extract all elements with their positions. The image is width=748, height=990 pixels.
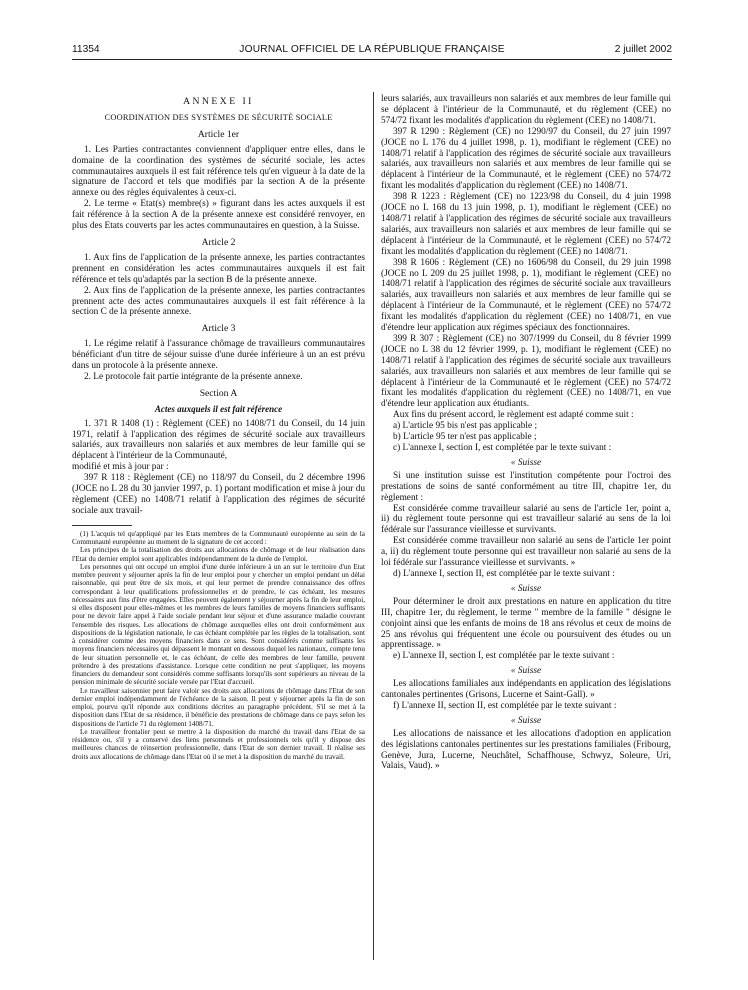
page-header <box>72 44 672 58</box>
article-2-paragraph: 1. Aux fins de l'application de la présente annexe, les parties contractantes prennent en considération les actes communautaires auxquels il est fait référence et tels qu'adaptés par la section B de la présente annexe. <box>72 252 365 285</box>
journal-title: JOURNAL OFFICIEL DE LA RÉPUBLIQUE FRANÇAISE <box>239 44 505 55</box>
body-paragraph: Pour déterminer le droit aux prestations en nature en application du titre III, chapitre 1er, du règlement, le terme " membre de la famille " désigne le conjoint ainsi que les enfants de moins de 18 ans révolus et ceux de moins de 25 ans révolus qui fréquentent une école ou poursuivent des études ou un apprentissage. » <box>381 596 671 651</box>
article-2-title: Article 2 <box>201 236 236 248</box>
regulation-entry: 398 R 1223 : Règlement (CE) no 1223/98 du Conseil, du 4 juin 1998 (JOCE no L 168 du 13 juin 1998, p. 1), modifiant le règlement (CEE) no 1408/71 relatif à l'application des régimes de sécurité sociale aux travailleurs salariés, aux travailleurs non salariés et aux membres de leur famille qui se déplacent à l'intérieur de la Communauté, et le règlement (CEE) no 574/72 fixant les modalités d'application du règlement (CEE) no 1408/71. <box>381 192 671 257</box>
issue-date: 2 juillet 2002 <box>614 44 672 55</box>
regulation-entry: 399 R 307 : Règlement (CE) no 307/1999 du Conseil, du 8 février 1999 (JOCE no L 38 du 12 février 1999, p. 1), modifiant le règlement (CEE) no 1408/71 relatif à l'application des régimes de sécurité sociale aux travailleurs salariés, aux travailleurs non salariés et aux membres de leur famille qui se déplacent à l'intérieur de la Communauté et le règlement (CEE) no 574/72 fixant les modalités d'application du règlement (CEE) no 1408/71, en vue d'étendre leur application aux étudiants. <box>381 333 671 410</box>
footnote: Les personnes qui ont occupé un emploi d'une durée inférieure à un an sur le territoire d'un Etat membre peuvent y séjourner après la fin de leur emploi pour y chercher un emploi pendant un délai raisonnable, qui peut être de six mois, et qui leur permet de prendre connaissance des offres correspondant à leur qualifications professionnelles et de prendre, le cas échéant, les mesures nécessaires aux fins d'être engagées. Elles peuvent également y séjourner après la fin de leur emploi, si elles disposent pour elles-mêmes et les membres de leurs familles de moyens financiers suffisants pour ne devoir faire appel à l'aide sociale pendant leur séjour et d'une assurance maladie couvrant l'ensemble des risques. Les allocations de chômage auxquelles elles ont droit conformément aux dispositions de la législation nationale, le cas échéant complétée par les règles de la totalisation, sont à considérer comme des moyens financiers dans ce sens. Sont considérés comme suffisants les moyens financiers nécessaires qui dépassent le montant en dessous duquel les nationaux, compte tenu de leur situation personnelle et, le cas échéant, de celle des membres de leur famille, peuvent prétendre à des prestations d'assistance. Lorsque cette condition ne peut s'appliquer, les moyens financiers du demandeur sont considérés comme suffisants lorsqu'ils sont supérieurs au niveau de la pension minimale de sécurité sociale versée par l'Etat d'accueil. <box>72 562 365 687</box>
article-1-paragraph: 2. Le terme « Etat(s) membre(s) » figurant dans les actes auxquels il est fait référence à la section A de la présente annexe est considéré renvoyer, en plus des Etats couverts par les actes communautaires en question, à la Suisse. <box>72 199 365 232</box>
list-item: a) L'article 95 bis n'est pas applicable ; <box>393 421 538 432</box>
annex-subtitle: COORDINATION DES SYSTÈMES DE SÉCURITÉ SOCIALE <box>104 112 333 122</box>
body-paragraph: Les allocations familiales aux indépendants en application des législations cantonales pertinentes (Grisons, Lucerne et Saint-Gall). » <box>381 679 671 701</box>
right-column <box>381 94 671 772</box>
footnote: (1) L'acquis tel qu'appliqué par les Etats membres de la Communauté européenne au sein de la Communauté européenne au moment de la signature de cet accord : <box>72 529 365 547</box>
body-paragraph: leurs salariés, aux travailleurs non salariés et aux membres de leur famille qui se déplacent à l'intérieur de la Communauté, et du règlement (CEE) no 574/72 fixant les modalités d'application du règlement (CEE) no 1408/71. <box>381 94 671 126</box>
body-paragraph: Les allocations de naissance et les allocations d'adoption en application des législations cantonales pertinentes sur les prestations familiales (Fribourg, Genève, Jura, Lucerne, Neuchâtel, Schaffhouse, Schwyz, Soleure, Uri, Valais, Vaud). » <box>381 728 671 772</box>
section-a-paragraph: modifié et mis à jour par : <box>72 462 169 473</box>
page-number: 11354 <box>72 44 100 55</box>
suisse-heading: « Suisse <box>510 666 542 677</box>
footnote-rule <box>72 525 132 526</box>
list-item: c) L'annexe I, section I, est complétée par le texte suivant : <box>393 443 612 453</box>
body-paragraph: Est considérée comme travailleur salarié au sens de l'article 1er, point a, ii) du règlement toute personne qui est travailleur salarié au sens de la loi fédérale sur l'assurance vieillesse et survivants. <box>381 503 671 536</box>
section-a-paragraph: 397 R 118 : Règlement (CE) no 118/97 du Conseil, du 2 décembre 1996 (JOCE no L 28 du 30 janvier 1997, p. 1) portant modification et mise à jour du règlement (CEE) no 1408/71 relatif à l'application des régimes de sécurité sociale aux travail- <box>72 473 365 516</box>
list-item: d) L'annexe I, section II, est complétée par le texte suivant : <box>393 568 615 579</box>
list-item: b) L'article 95 ter n'est pas applicable ; <box>393 432 537 443</box>
annex-title: ANNEXE II <box>183 96 254 107</box>
left-column <box>72 94 365 761</box>
article-1-title: Article 1er <box>197 128 240 140</box>
footnote: Le travailleur saisonnier peut faire valoir ses droits aux allocations de chômage dans l'Etat de son dernier emploi indépendamment de l'échéance de la saison. Il peut y séjourner après la fin de son emploi, pourvu qu'il réponde aux conditions décrites au paragraphe précédent. S'il se met à la disposition dans l'Etat de sa résidence, il bénéficie des prestations de chômage dans ce pays selon les dispositions de l'article 71 du règlement 1408/71. <box>72 686 365 728</box>
section-a-paragraph: 1. 371 R 1408 (1) : Règlement (CEE) no 1408/71 du Conseil, du 14 juin 1971, relatif à l'application des régimes de sécurité sociale aux travailleurs salariés, aux travailleurs non salariés et aux membres de leur famille qui se déplacent à l'intérieur de la Communauté, <box>72 418 365 462</box>
list-item: f) L'annexe II, section II, est complétée par le texte suivant : <box>393 700 617 711</box>
article-3-paragraph: 1. Le régime relatif à l'assurance chômage de travailleurs communautaires bénéficiant d'un titre de séjour suisse d'une durée inférieure à un an est prévu dans un protocole à la présente annexe. <box>72 339 365 372</box>
regulation-entry: 397 R 1290 : Règlement (CE) no 1290/97 du Conseil, du 27 juin 1997 (JOCE no L 176 du 4 juillet 1998, p. 1), modifiant le règlement (CEE) no 1408/71 relatif à l'application des régimes de sécurité sociale aux travailleurs salariés, aux travailleurs non salariés et aux membres de leur famille qui se déplacent à l'intérieur de la Communauté, et le règlement (CEE) no 574/72 fixant les modalités d'application du règlement (CEE) no 1408/71. <box>381 126 671 192</box>
regulation-entry: 398 R 1606 : Règlement (CE) no 1606/98 du Conseil, du 29 juin 1998 (JOCE no L 209 du 25 juillet 1998, p. 1), modifiant le règlement (CEE) no 1408/71 relatif à l'application des régimes de sécurité sociale aux travailleurs salariés, aux travailleurs non salariés et aux membres de leur famille qui se déplacent à l'intérieur de la Communauté, et le règlement (CEE) no 574/72 fixant les modalités d'application du règlement (CEE) no 1408/71, en vue d'étendre leur application aux régimes spéciaux des fonctionnaires. <box>381 257 671 334</box>
footnote: Le travailleur frontalier peut se mettre à la disposition du marché du travail dans l'Etat de sa résidence ou, s'il y a conservé des liens personnels et professionnels tels qu'il y dispose des meilleures chances de réinsertion professionnelle, dans l'Etat de son dernier travail. Il réalise ses droits aux allocations de chômage dans l'Etat où il se met à la disposition du marché du travail. <box>72 727 365 761</box>
list-item: e) L'annexe II, section I, est complétée par le texte suivant : <box>393 651 615 662</box>
body-paragraph: Si une institution suisse est l'institution compétente pour l'octroi des prestations de soins de santé conformément au titre III, chapitre 1er, du règlement : <box>381 470 671 503</box>
section-a-subtitle: Actes auxquels il est fait référence <box>154 403 283 414</box>
article-3-paragraph: 2. Le protocole fait partie intégrante de la présente annexe. <box>84 371 303 382</box>
article-1-paragraph: 1. Les Parties contractantes conviennent d'appliquer entre elles, dans le domaine de la coordination des systèmes de sécurité sociale, les actes communautaires auxquels il est fait référence tels qu'en vigueur à la date de la signature de l'accord et tels que modifiés par la section A de la présente annexe ou des règles équivalentes à ceux-ci. <box>72 144 365 199</box>
body-paragraph: Est considérée comme travailleur non salarié au sens de l'article 1er point a, ii) du règlement toute personne qui est travailleur non salarié au sens de la loi fédérale sur l'assurance vieillesse et survivants. » <box>381 536 671 569</box>
footnote: Les principes de la totalisation des droits aux allocations de chômage et de leur réalisation dans l'Etat du dernier emploi sont applicables indépendamment de la durée de l'emploi. <box>72 546 365 563</box>
section-a-title: Section A <box>199 387 238 399</box>
column-divider <box>373 92 374 960</box>
article-3-title: Article 3 <box>201 323 236 335</box>
suisse-heading: « Suisse <box>510 715 542 726</box>
header-rule <box>72 59 672 60</box>
body-paragraph: Aux fins du présent accord, le règlement est adapté comme suit : <box>393 410 634 421</box>
suisse-heading: « Suisse <box>510 583 542 594</box>
suisse-heading: « Suisse <box>510 457 542 468</box>
article-2-paragraph: 2. Aux fins de l'application de la présente annexe, les parties contractantes prennent acte des actes communautaires auxquels il est fait référence à la section C de la présente annexe. <box>72 285 365 318</box>
